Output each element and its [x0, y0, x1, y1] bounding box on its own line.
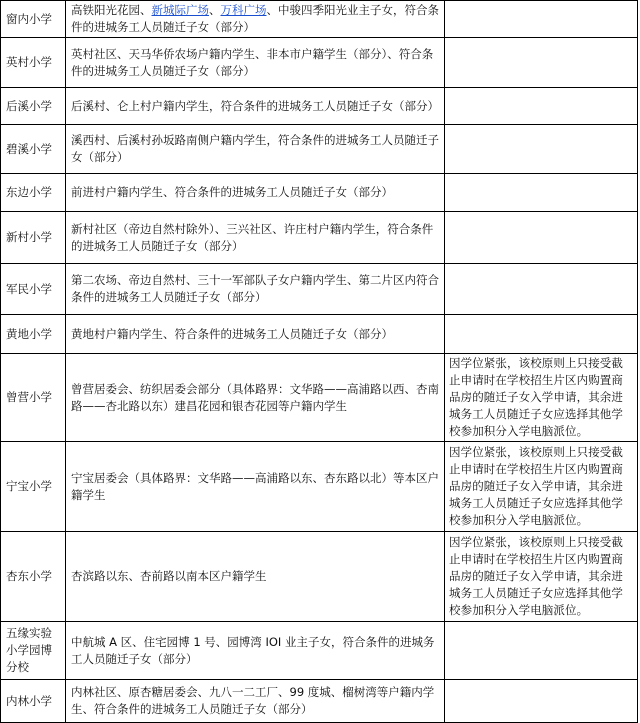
school-name-cell: 内林小学 — [1, 680, 66, 723]
note-cell — [445, 622, 638, 680]
school-name-cell: 新村小学 — [1, 212, 66, 264]
school-name-cell: 黄地小学 — [1, 315, 66, 354]
school-name-cell: 碧溪小学 — [1, 125, 66, 174]
area-text: 内林社区、原杏糖居委会、九八一二工厂、99 度城、榴树湾等户籍内学生、符合条件的进城务工人员随迁子女（部分） — [71, 685, 435, 716]
note-cell — [445, 174, 638, 212]
note-cell — [445, 315, 638, 354]
note-cell — [445, 125, 638, 174]
table-row — [1, 264, 638, 315]
enrollment-area-cell — [66, 174, 445, 212]
place-link[interactable]: 新城际广场 — [151, 3, 209, 17]
note-cell — [445, 38, 638, 88]
area-text: 新村社区（帝边自然村除外）、三兴社区、许庄村户籍内学生，符合条件的进城务工人员随迁子女（部分） — [71, 221, 434, 253]
table-row — [1, 354, 638, 442]
note-cell — [445, 212, 638, 264]
area-text: 英村社区、天马华侨农场户籍内学生、非本市户籍学生（部分）、符合条件的进城务工人员随迁子女（部分） — [71, 46, 434, 78]
table-row — [1, 680, 638, 723]
enrollment-area-cell — [66, 125, 445, 174]
enrollment-area-cell — [66, 622, 445, 680]
enrollment-area-cell — [66, 264, 445, 315]
area-text: 第二农场、帝边自然村、三十一军部队子女户籍内学生、第二片区内符合条件的进城务工人员随迁子女（部分） — [71, 273, 439, 304]
enrollment-area-cell — [66, 88, 445, 125]
school-name-cell: 东边小学 — [1, 174, 66, 212]
school-name-cell: 五缘实验小学园博分校 — [1, 622, 66, 680]
area-text: 、 — [209, 3, 221, 17]
table-row — [1, 442, 638, 532]
enrollment-area-cell — [66, 38, 445, 88]
area-text: 曾营居委会、纺织居委会部分（具体路界：文华路——高浦路以西、杏南路——杏北路以东）建昌花园和银杏花园等户籍内学生 — [71, 381, 439, 413]
area-text: 宁宝居委会（具体路界：文华路——高浦路以东、杏东路以北）等本区户籍学生 — [71, 470, 439, 502]
school-name-cell: 窗内小学 — [1, 1, 66, 38]
place-link[interactable]: 万科广场 — [220, 3, 267, 17]
enrollment-area-cell — [66, 1, 445, 38]
table-row — [1, 212, 638, 264]
table-row — [1, 622, 638, 680]
table-body — [1, 1, 638, 723]
enrollment-area-cell — [66, 532, 445, 622]
enrollment-area-cell — [66, 354, 445, 442]
note-cell — [445, 264, 638, 315]
area-text: 黄地村户籍内学生、符合条件的进城务工人员随迁子女（部分） — [71, 326, 393, 341]
area-text: 溪西村、后溪村孙坂路南侧户籍内学生，符合条件的进城务工人员随迁子女（部分） — [71, 133, 439, 164]
school-name-cell: 曾营小学 — [1, 354, 66, 442]
school-name-cell: 英村小学 — [1, 38, 66, 88]
table-row — [1, 315, 638, 354]
note-cell — [445, 88, 638, 125]
school-name-cell: 宁宝小学 — [1, 442, 66, 532]
enrollment-area-cell — [66, 315, 445, 354]
area-text: 高铁阳光花园、 — [71, 3, 152, 17]
area-text: 前进村户籍内学生、符合条件的进城务工人员随迁子女（部分） — [71, 185, 393, 199]
note-cell — [445, 1, 638, 38]
area-text: 后溪村、仑上村户籍内学生，符合条件的进城务工人员随迁子女（部分） — [71, 98, 439, 113]
table-row — [1, 38, 638, 88]
table-row — [1, 1, 638, 38]
note-cell — [445, 680, 638, 723]
school-name-cell: 后溪小学 — [1, 88, 66, 125]
school-name-cell: 军民小学 — [1, 264, 66, 315]
table-row — [1, 125, 638, 174]
note-cell: 因学位紧张，该校原则上只接受截止申请时在学校招生片区内购置商品房的随迁子女入学申请，其余进城务工人员随迁子女应选择其他学校参加积分入学电脑派位。 — [445, 354, 638, 442]
area-text: 杏滨路以东、杏前路以南本区户籍学生 — [71, 569, 267, 583]
enrollment-area-cell — [66, 442, 445, 532]
table-row — [1, 174, 638, 212]
table-row — [1, 532, 638, 622]
table-row — [1, 88, 638, 125]
area-text: 、中骏四季阳光业主子女，符合条件的进城务工人员随迁子女（部分） — [71, 3, 439, 34]
enrollment-area-cell — [66, 212, 445, 264]
area-text: 中航城 A 区、住宅园博 1 号、园博湾 IOI 业主子女，符合条件的进城务工人员随迁子女（部分） — [71, 634, 435, 666]
school-name-cell: 杏东小学 — [1, 532, 66, 622]
note-cell: 因学位紧张，该校原则上只接受截止申请时在学校招生片区内购置商品房的随迁子女入学申请，其余进城务工人员随迁子女应选择其他学校参加积分入学电脑派位。 — [445, 442, 638, 532]
note-cell: 因学位紧张，该校原则上只接受截止申请时在学校招生片区内购置商品房的随迁子女入学申请，其余进城务工人员随迁子女应选择其他学校参加积分入学电脑派位。 — [445, 532, 638, 622]
enrollment-area-cell — [66, 680, 445, 723]
